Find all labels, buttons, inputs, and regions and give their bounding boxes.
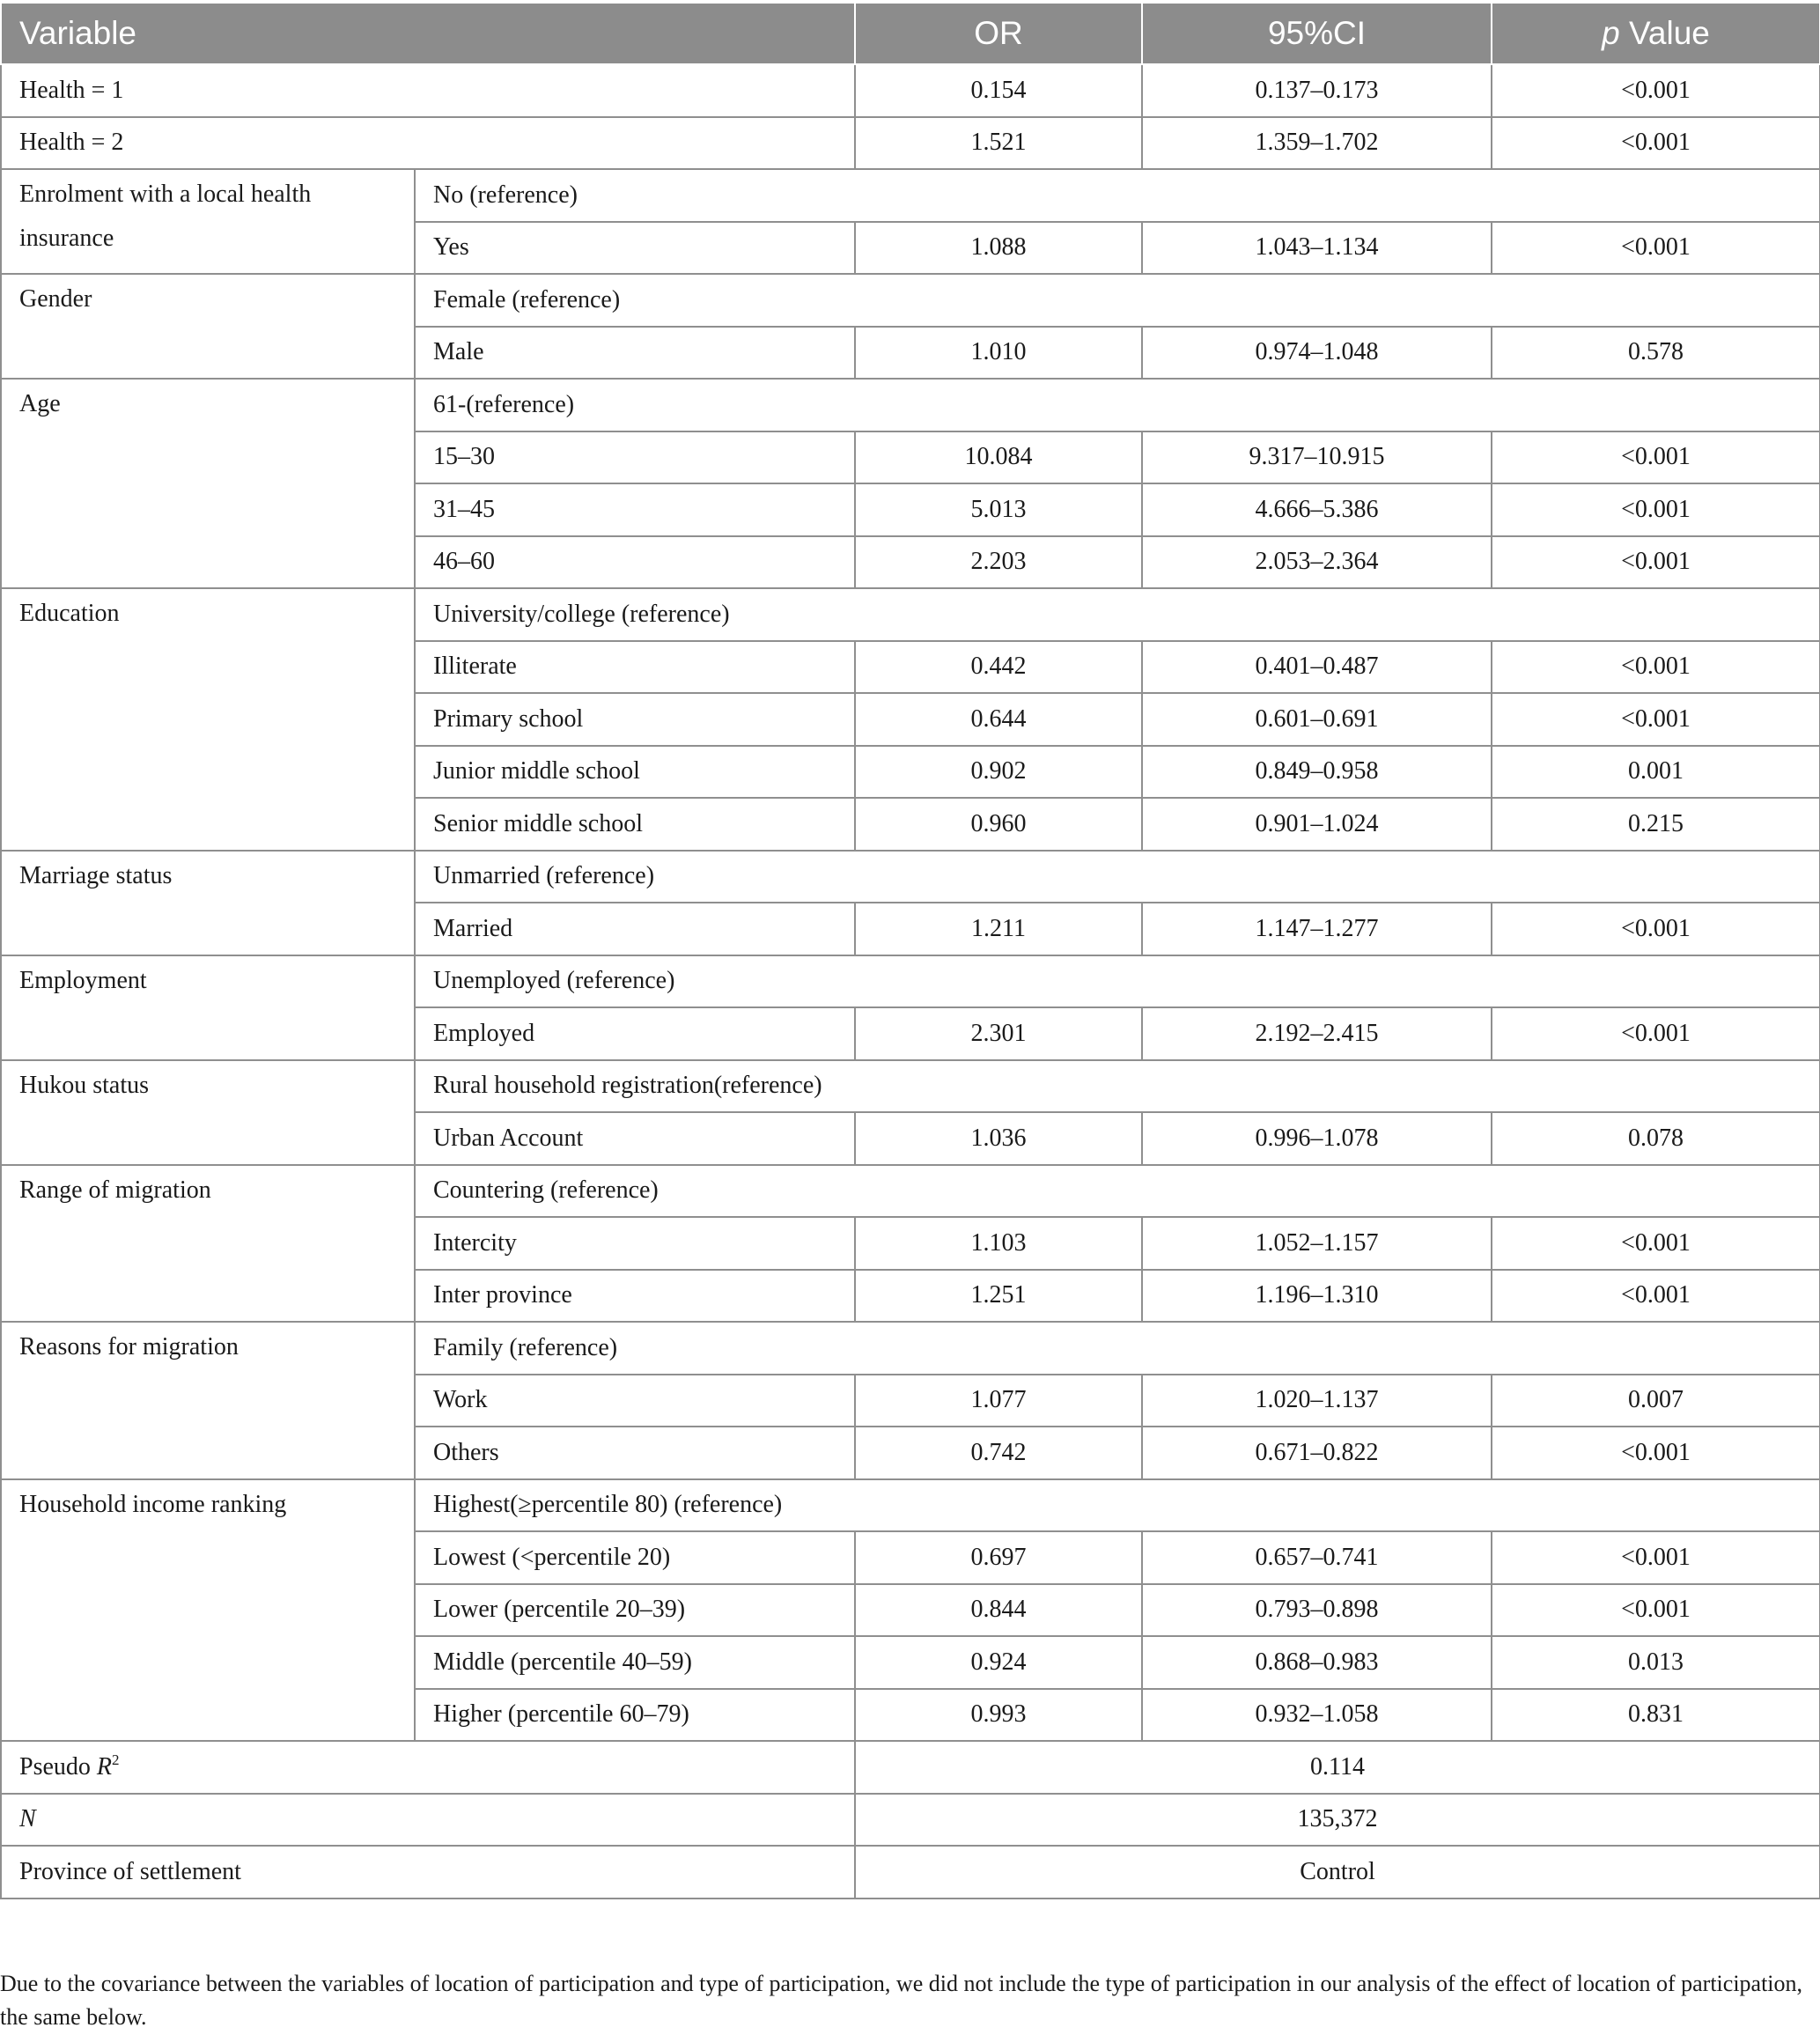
table-row	[1, 1165, 1820, 1218]
table-footnote: Due to the covariance between the variables of location of participation and type of participation, we did not include the type of participation in our analysis of the effect of location of participation, the same below.	[0, 1971, 1803, 2030]
row-level: Lowest (<percentile 20)	[415, 1531, 855, 1584]
row-p-value: <0.001	[1492, 1007, 1820, 1060]
row-variable: Reasons for migration	[1, 1322, 415, 1479]
row-or: 0.644	[855, 693, 1142, 746]
row-or: 1.211	[855, 903, 1142, 955]
row-p-value: 0.215	[1492, 798, 1820, 851]
row-or: 0.844	[855, 1584, 1142, 1637]
row-or: 1.521	[855, 117, 1142, 170]
row-or: 0.993	[855, 1689, 1142, 1742]
row-ci: 0.401–0.487	[1142, 641, 1492, 694]
row-p-value: 0.001	[1492, 746, 1820, 799]
row-variable: Hukou status	[1, 1060, 415, 1165]
row-level: 15–30	[415, 431, 855, 484]
n-label	[1, 1794, 855, 1847]
row-level: Inter province	[415, 1270, 855, 1323]
row-level: Yes	[415, 222, 855, 275]
row-reference-level: 61-(reference)	[415, 379, 1820, 431]
row-p-value: <0.001	[1492, 117, 1820, 170]
row-ci: 1.020–1.137	[1142, 1375, 1492, 1427]
row-or: 1.103	[855, 1217, 1142, 1270]
row-p-value: 0.013	[1492, 1636, 1820, 1689]
row-level: Higher (percentile 60–79)	[415, 1689, 855, 1742]
row-or: 1.036	[855, 1112, 1142, 1165]
row-ci: 0.932–1.058	[1142, 1689, 1492, 1742]
row-or: 1.251	[855, 1270, 1142, 1323]
row-ci: 2.192–2.415	[1142, 1007, 1492, 1060]
row-level: Junior middle school	[415, 746, 855, 799]
row-level: 31–45	[415, 483, 855, 536]
table-row	[1, 588, 1820, 641]
row-or: 1.077	[855, 1375, 1142, 1427]
row-p-value: <0.001	[1492, 903, 1820, 955]
pseudo-r2-value: 0.114	[855, 1741, 1820, 1794]
row-or: 0.442	[855, 641, 1142, 694]
pseudo-r2-label-sup: 2	[112, 1751, 120, 1768]
row-p-value: 0.831	[1492, 1689, 1820, 1742]
row-or: 0.902	[855, 746, 1142, 799]
row-level: 46–60	[415, 536, 855, 589]
row-level: Others	[415, 1427, 855, 1479]
row-ci: 0.868–0.983	[1142, 1636, 1492, 1689]
summary-row-n	[1, 1794, 1820, 1847]
row-variable: Household income ranking	[1, 1479, 415, 1742]
n-label-text: N	[19, 1805, 36, 1833]
row-p-value: <0.001	[1492, 483, 1820, 536]
row-or: 0.697	[855, 1531, 1142, 1584]
row-variable: Gender	[1, 274, 415, 379]
header-p-letter: p	[1602, 15, 1620, 51]
row-p-value: <0.001	[1492, 1270, 1820, 1323]
row-p-value: <0.001	[1492, 1427, 1820, 1479]
province-value: Control	[855, 1846, 1820, 1899]
row-ci: 1.147–1.277	[1142, 903, 1492, 955]
row-ci: 0.793–0.898	[1142, 1584, 1492, 1637]
table-body	[1, 64, 1820, 1899]
row-ci: 0.671–0.822	[1142, 1427, 1492, 1479]
row-variable: Range of migration	[1, 1165, 415, 1323]
table-header	[1, 4, 1820, 64]
row-ci: 1.052–1.157	[1142, 1217, 1492, 1270]
row-level: Urban Account	[415, 1112, 855, 1165]
row-or: 0.924	[855, 1636, 1142, 1689]
row-reference-level: University/college (reference)	[415, 588, 1820, 641]
row-or: 5.013	[855, 483, 1142, 536]
row-p-value: 0.578	[1492, 327, 1820, 380]
pseudo-r2-label-text: Pseudo	[19, 1752, 97, 1781]
table-row	[1, 64, 1820, 117]
row-ci: 4.666–5.386	[1142, 483, 1492, 536]
row-level: Employed	[415, 1007, 855, 1060]
row-ci: 0.657–0.741	[1142, 1531, 1492, 1584]
row-p-value: <0.001	[1492, 641, 1820, 694]
row-ci: 2.053–2.364	[1142, 536, 1492, 589]
row-level: Male	[415, 327, 855, 380]
row-p-value: <0.001	[1492, 1217, 1820, 1270]
row-or: 0.154	[855, 64, 1142, 117]
row-level: Illiterate	[415, 641, 855, 694]
row-ci: 0.996–1.078	[1142, 1112, 1492, 1165]
table-row	[1, 1479, 1820, 1532]
row-or: 10.084	[855, 431, 1142, 484]
row-or: 0.742	[855, 1427, 1142, 1479]
header-p-text: Value	[1619, 15, 1710, 51]
row-level: Senior middle school	[415, 798, 855, 851]
row-reference-level: Highest(≥percentile 80) (reference)	[415, 1479, 1820, 1532]
header-or: OR	[855, 4, 1142, 64]
row-p-value: <0.001	[1492, 431, 1820, 484]
row-ci: 1.359–1.702	[1142, 117, 1492, 170]
row-level: Intercity	[415, 1217, 855, 1270]
row-reference-level: Rural household registration(reference)	[415, 1060, 1820, 1113]
row-ci: 0.901–1.024	[1142, 798, 1492, 851]
row-level: Primary school	[415, 693, 855, 746]
row-ci: 0.974–1.048	[1142, 327, 1492, 380]
row-p-value: <0.001	[1492, 222, 1820, 275]
summary-row-province	[1, 1846, 1820, 1899]
row-ci: 0.137–0.173	[1142, 64, 1492, 117]
province-label: Province of settlement	[1, 1846, 855, 1899]
row-p-value: <0.001	[1492, 1584, 1820, 1637]
results-table-container	[0, 4, 1820, 1899]
row-ci: 1.043–1.134	[1142, 222, 1492, 275]
row-p-value: 0.007	[1492, 1375, 1820, 1427]
row-reference-level: Unmarried (reference)	[415, 851, 1820, 903]
row-or: 2.203	[855, 536, 1142, 589]
row-variable: Health = 1	[1, 64, 855, 117]
row-p-value: <0.001	[1492, 536, 1820, 589]
row-or: 2.301	[855, 1007, 1142, 1060]
row-level: Work	[415, 1375, 855, 1427]
row-or: 0.960	[855, 798, 1142, 851]
table-row	[1, 1322, 1820, 1375]
row-reference-level: Family (reference)	[415, 1322, 1820, 1375]
row-variable: Marriage status	[1, 851, 415, 955]
row-p-value: <0.001	[1492, 1531, 1820, 1584]
table-row	[1, 169, 1820, 222]
table-row	[1, 117, 1820, 170]
row-or: 1.088	[855, 222, 1142, 275]
row-variable: Employment	[1, 955, 415, 1060]
row-reference-level: Countering (reference)	[415, 1165, 1820, 1218]
table-row	[1, 955, 1820, 1008]
table-row	[1, 851, 1820, 903]
row-p-value: <0.001	[1492, 693, 1820, 746]
row-ci: 0.849–0.958	[1142, 746, 1492, 799]
row-variable: Age	[1, 379, 415, 588]
row-p-value: <0.001	[1492, 64, 1820, 117]
row-variable: Health = 2	[1, 117, 855, 170]
table-row	[1, 379, 1820, 431]
row-reference-level: Female (reference)	[415, 274, 1820, 327]
header-ci: 95%CI	[1142, 4, 1492, 64]
table-row	[1, 1060, 1820, 1113]
table-row	[1, 274, 1820, 327]
row-level: Middle (percentile 40–59)	[415, 1636, 855, 1689]
row-or: 1.010	[855, 327, 1142, 380]
row-reference-level: No (reference)	[415, 169, 1820, 222]
pseudo-r2-label	[1, 1741, 855, 1794]
row-level: Lower (percentile 20–39)	[415, 1584, 855, 1637]
row-p-value: 0.078	[1492, 1112, 1820, 1165]
n-value: 135,372	[855, 1794, 1820, 1847]
row-variable: Education	[1, 588, 415, 851]
row-ci: 1.196–1.310	[1142, 1270, 1492, 1323]
row-ci: 9.317–10.915	[1142, 431, 1492, 484]
header-p-value	[1492, 4, 1820, 64]
summary-row-pseudo-r2	[1, 1741, 1820, 1794]
row-variable: Enrolment with a local health insurance	[1, 169, 415, 274]
row-reference-level: Unemployed (reference)	[415, 955, 1820, 1008]
pseudo-r2-label-r: R	[96, 1752, 113, 1781]
odds-ratio-table	[0, 4, 1820, 1899]
header-variable: Variable	[1, 4, 855, 64]
row-level: Married	[415, 903, 855, 955]
row-ci: 0.601–0.691	[1142, 693, 1492, 746]
